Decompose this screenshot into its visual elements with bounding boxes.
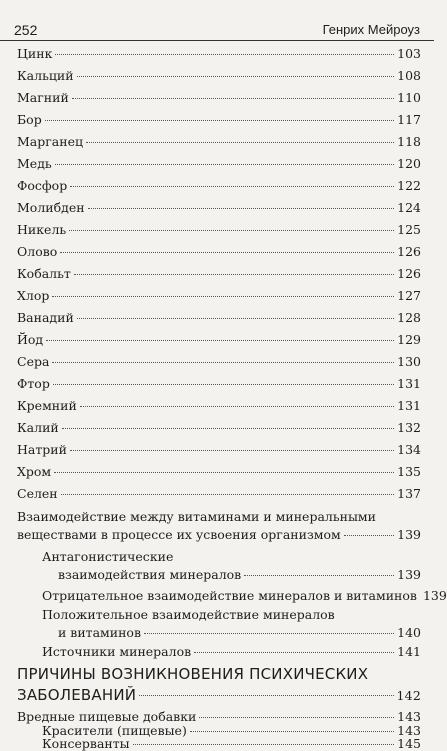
toc-entry-page: 126 <box>397 266 421 281</box>
dot-leader <box>61 494 395 495</box>
toc-entry-page: 103 <box>397 46 421 61</box>
toc-entry <box>17 399 421 413</box>
header-rule <box>0 40 434 41</box>
toc-entry-label: Молибден <box>17 200 85 215</box>
toc-entry-label: Отрицательное взаимодействие минералов и витаминов <box>42 588 417 603</box>
toc-entry-label: Красители (пищевые) <box>42 723 187 738</box>
toc-entry <box>17 245 421 259</box>
toc-entry-label: Консерванты <box>42 736 130 751</box>
toc-chapter-heading <box>17 664 421 706</box>
toc-entry-page: 139 <box>422 588 447 603</box>
toc-entry-label-line1: Антагонистические <box>42 549 174 564</box>
toc-entry-label: Хлор <box>17 288 50 303</box>
toc-entry-page: 120 <box>397 156 421 171</box>
dot-leader <box>54 472 394 473</box>
toc-entry-label: Кобальт <box>17 266 71 281</box>
toc-entry-page: 126 <box>397 244 421 259</box>
dot-leader <box>55 54 394 55</box>
toc-entry <box>17 289 421 303</box>
toc-entry-page: 134 <box>397 442 421 457</box>
dot-leader <box>194 652 394 653</box>
toc-entry <box>17 421 421 435</box>
toc-entry-page: 140 <box>397 625 421 640</box>
toc-entry-page: 117 <box>397 112 421 127</box>
toc-entry-label: Цинк <box>17 46 53 61</box>
toc-entry <box>17 355 421 369</box>
toc-entry-page: 122 <box>397 178 421 193</box>
dot-leader <box>77 318 394 319</box>
toc-entry-label-line2: и витаминов <box>58 625 141 640</box>
toc-entry <box>17 69 421 83</box>
dot-leader <box>144 633 394 634</box>
toc-entry-label-line1: Положительное взаимодействие минералов <box>42 607 335 622</box>
toc-entry <box>17 135 421 149</box>
dot-leader <box>69 230 394 231</box>
toc-entry-page: 127 <box>397 288 421 303</box>
dot-leader <box>72 98 394 99</box>
toc-entry <box>17 201 421 215</box>
toc-entry-label: Олово <box>17 244 58 259</box>
toc-entry-page: 131 <box>397 376 421 391</box>
toc-entry-page: 137 <box>397 486 421 501</box>
dot-leader <box>45 120 394 121</box>
dot-leader <box>46 340 394 341</box>
dot-leader <box>62 428 394 429</box>
toc-entry <box>17 91 421 105</box>
toc-entry-label: Магний <box>17 90 69 105</box>
toc-entry-label: Калий <box>17 420 59 435</box>
dot-leader <box>70 450 394 451</box>
dot-leader <box>70 186 394 187</box>
toc-entry <box>17 223 421 237</box>
toc-entry-label: Сера <box>17 354 50 369</box>
toc-entry-label-line1: Взаимодействие между витаминами и минеральными <box>17 509 376 524</box>
toc-subentry-sources <box>42 645 421 659</box>
toc-entry-label: Медь <box>17 156 52 171</box>
dot-leader <box>55 164 394 165</box>
toc-entry <box>17 157 421 171</box>
toc-entry-page: 130 <box>397 354 421 369</box>
toc-entry-label: Йод <box>17 332 44 347</box>
toc-entry-page: 125 <box>397 222 421 237</box>
toc-entry-page: 143 <box>397 709 421 724</box>
page-header <box>0 0 434 38</box>
toc-entry-label: Вредные пищевые добавки <box>17 709 197 724</box>
dot-leader <box>77 76 395 77</box>
toc-entry-page: 128 <box>397 310 421 325</box>
toc-subentry <box>42 737 421 751</box>
toc-entry-label: Марганец <box>17 134 84 149</box>
toc-entry <box>17 179 421 193</box>
dot-leader <box>199 717 394 718</box>
toc-entry-label: Фтор <box>17 376 50 391</box>
dot-leader <box>80 406 394 407</box>
dot-leader <box>244 575 394 576</box>
toc-entry <box>17 443 421 457</box>
toc-entry-label: Фосфор <box>17 178 68 193</box>
toc-entry-page: 135 <box>397 464 421 479</box>
running-head: Генрих Мейроуз <box>322 22 420 37</box>
toc-entry-page: 129 <box>397 332 421 347</box>
toc-entry-page: 118 <box>397 134 421 149</box>
toc-entry-page: 139 <box>397 567 421 582</box>
toc-entry-label: Хром <box>17 464 52 479</box>
toc-subentry-negative <box>42 588 447 603</box>
toc-entry-label: Источники минералов <box>42 644 192 659</box>
chapter-title-line2: ЗАБОЛЕВАНИЙ <box>17 686 137 704</box>
toc-entry <box>17 487 421 501</box>
toc-entry-page: 139 <box>397 527 421 542</box>
dot-leader <box>190 731 394 732</box>
toc-entry-label: Бор <box>17 112 42 127</box>
toc-entry <box>17 47 421 61</box>
toc-entry-page: 110 <box>397 90 421 105</box>
toc-entry-label-line2: веществами в процессе их усвоения организмом <box>17 527 341 542</box>
dot-leader <box>52 362 394 363</box>
toc-subentry-positive <box>42 606 421 642</box>
toc-entry-label: Кальций <box>17 68 74 83</box>
toc-entry <box>17 333 421 347</box>
dot-leader <box>133 744 395 745</box>
toc-entry-page: 145 <box>397 736 421 751</box>
toc-entry-page: 141 <box>397 644 421 659</box>
toc-entry-page: 132 <box>397 420 421 435</box>
toc-entry-label: Кремний <box>17 398 77 413</box>
page-number: 252 <box>14 22 38 38</box>
toc-entry-label: Никель <box>17 222 67 237</box>
chapter-title-line1: ПРИЧИНЫ ВОЗНИКНОВЕНИЯ ПСИХИЧЕСКИХ <box>17 665 369 683</box>
dot-leader <box>86 142 394 143</box>
dot-leader <box>88 208 395 209</box>
toc-entry-additives <box>17 710 421 724</box>
dot-leader <box>52 296 394 297</box>
dot-leader <box>344 535 394 536</box>
toc-entry-page: 124 <box>397 200 421 215</box>
toc-entry <box>17 377 421 391</box>
toc-entry-page: 143 <box>397 723 421 738</box>
toc-entry <box>17 267 421 281</box>
toc-entry-page: 131 <box>397 398 421 413</box>
toc-entry <box>17 465 421 479</box>
dot-leader <box>53 384 394 385</box>
dot-leader <box>74 274 394 275</box>
toc-entry-label-line2: взаимодействия минералов <box>58 567 242 582</box>
dot-leader <box>139 695 393 696</box>
dot-leader <box>60 252 394 253</box>
toc-entry <box>17 311 421 325</box>
toc-section-interaction <box>17 508 421 544</box>
toc-entry-label: Ванадий <box>17 310 74 325</box>
toc-entry-label: Селен <box>17 486 58 501</box>
toc-entry-label: Натрий <box>17 442 67 457</box>
toc-entry-page: 108 <box>397 68 421 83</box>
toc-entry-page: 142 <box>396 688 421 703</box>
toc-subentry-antagonist <box>42 548 421 584</box>
toc-entry <box>17 113 421 127</box>
